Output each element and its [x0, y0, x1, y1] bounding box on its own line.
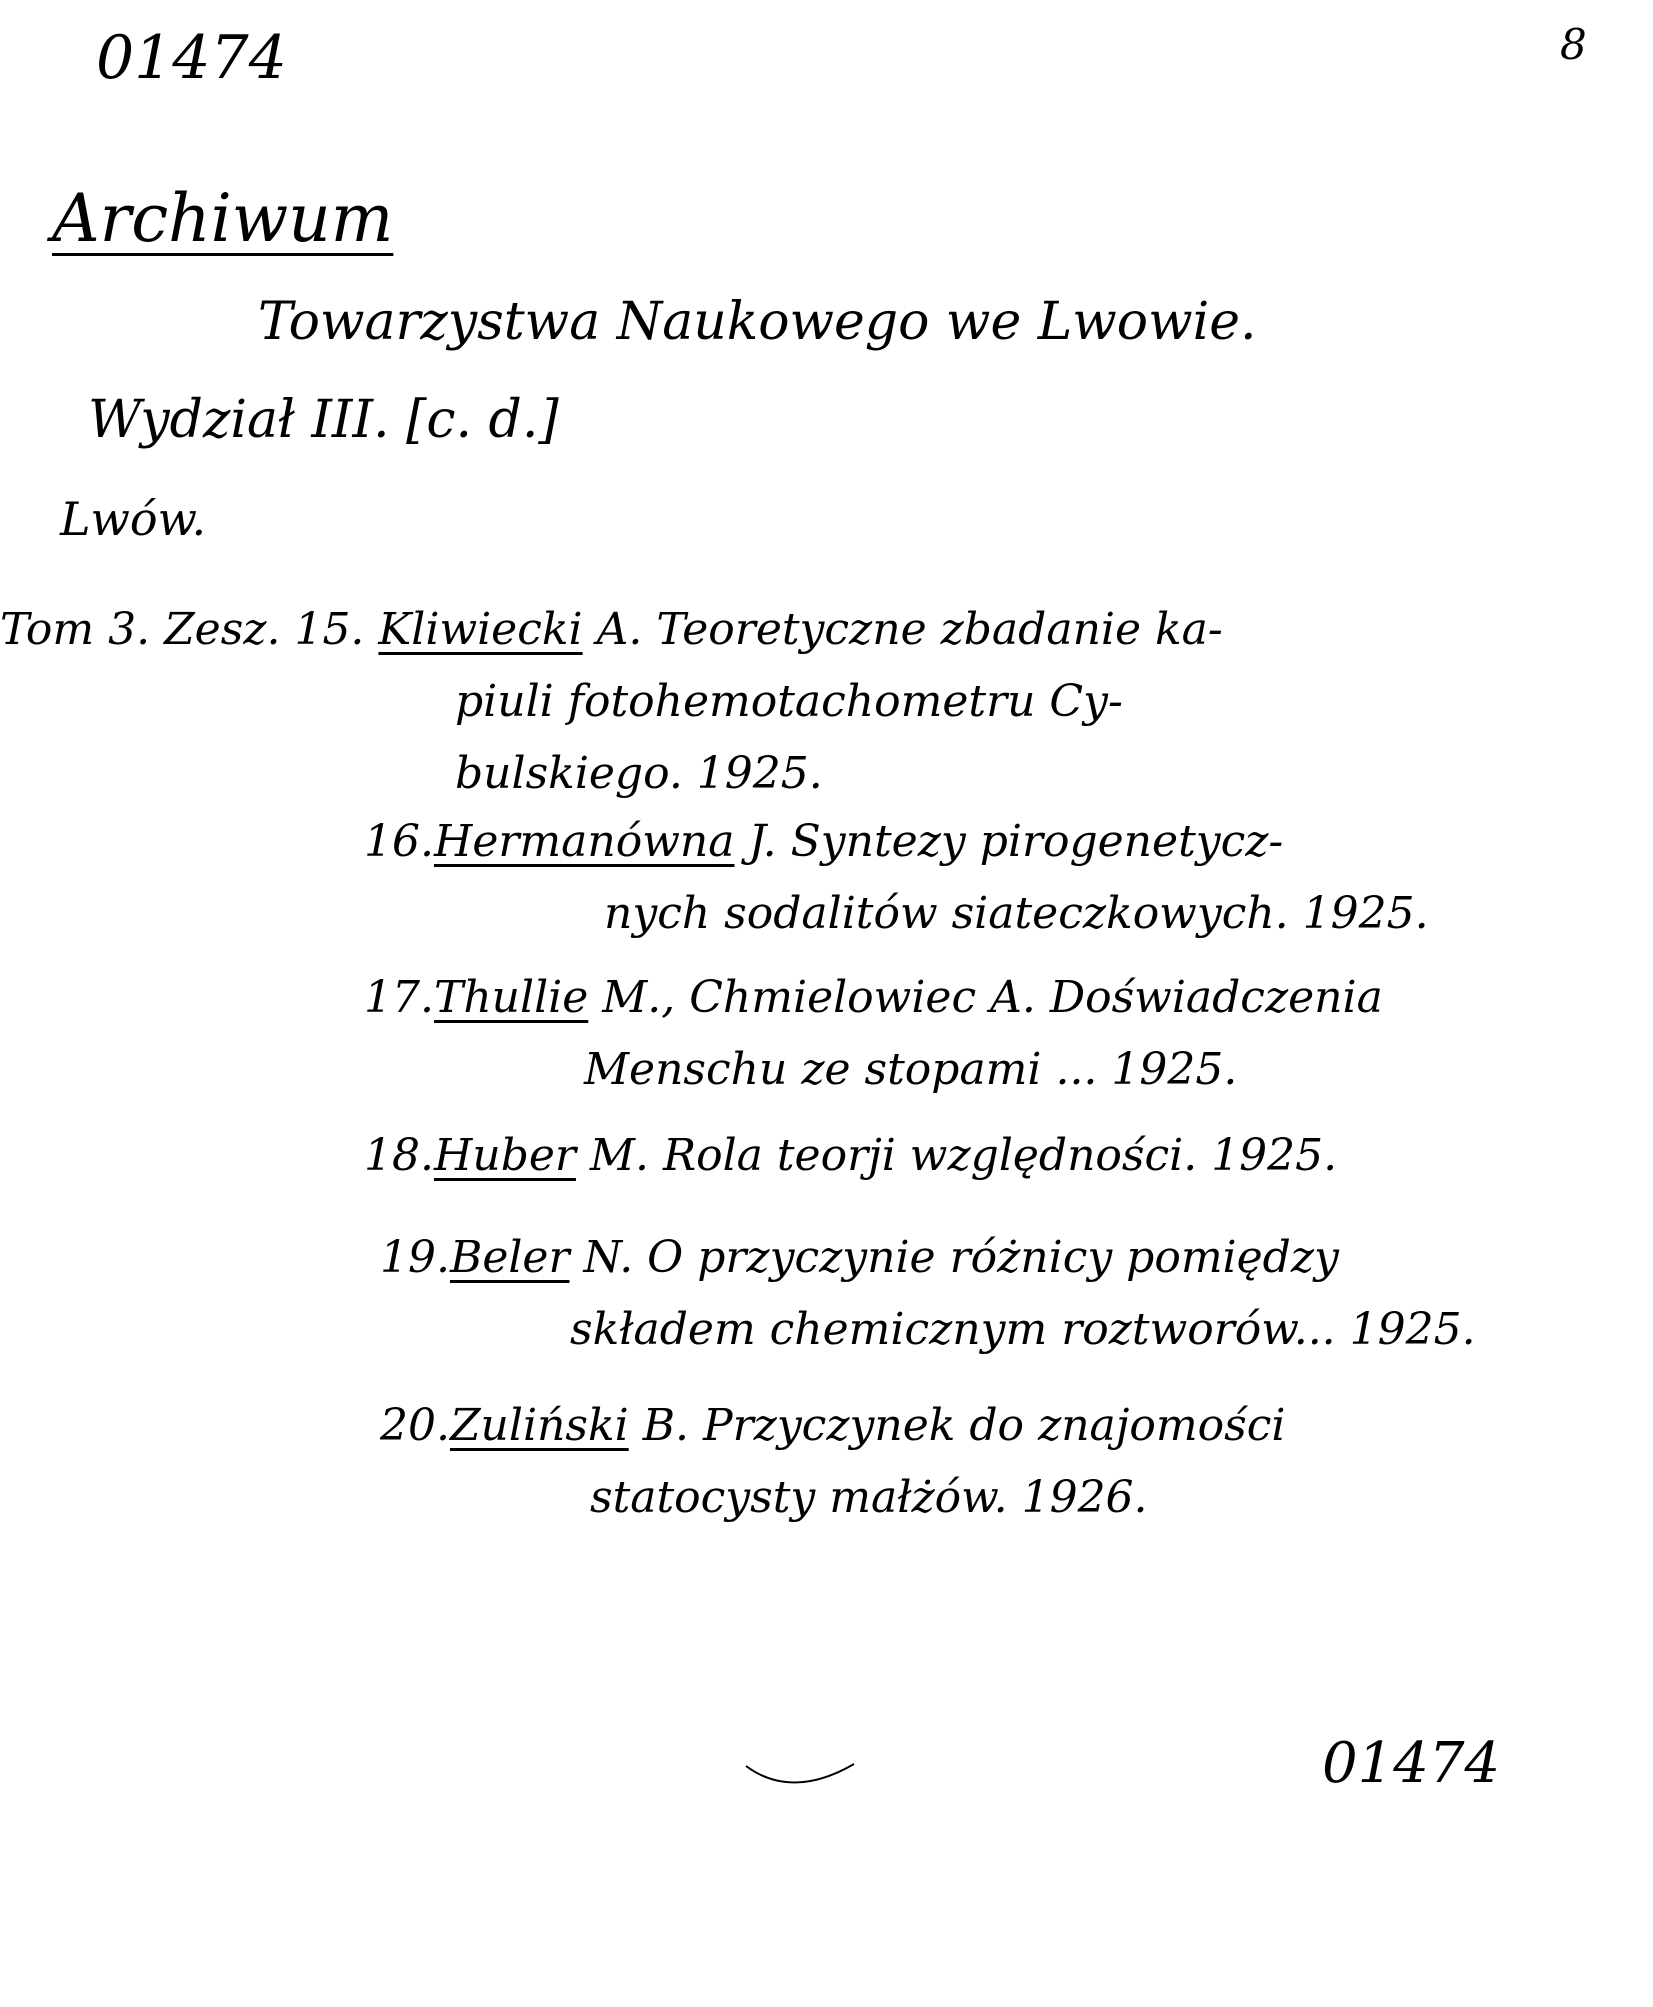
city-heading: Lwów.	[60, 492, 207, 546]
department-heading: Wydział III. [c. d.]	[88, 390, 559, 450]
entry-author: Thullie	[433, 972, 589, 1023]
entry-prefix: 19.	[380, 1232, 450, 1283]
entry-continuation: bulskiego. 1925.	[455, 748, 823, 799]
catalog-entry	[364, 806, 1429, 950]
entry-continuation: nych sodalitów siateczkowych. 1925.	[604, 888, 1429, 939]
catalog-number-bottom: 01474	[1322, 1731, 1501, 1796]
entry-text: B. Przyczynek do znajomości	[628, 1400, 1286, 1451]
entry-author: Hermanówna	[433, 816, 735, 867]
document-title	[52, 180, 394, 257]
catalog-entry	[380, 1222, 1476, 1366]
entry-prefix: 17.	[364, 972, 434, 1023]
entry-author: Zuliński	[449, 1400, 629, 1451]
entry-prefix: 18.	[364, 1130, 434, 1181]
catalog-number-top: 01474	[96, 23, 287, 93]
entry-continuation: składem chemicznym roztworów... 1925.	[570, 1304, 1476, 1355]
entry-text: A. Teoretyczne zbadanie ka-	[582, 604, 1223, 655]
entry-author: Kliwiecki	[378, 604, 583, 655]
entry-prefix: Tom 3. Zesz. 15.	[0, 604, 365, 655]
page-number: 8	[1560, 20, 1587, 69]
title-text: Archiwum	[52, 180, 394, 257]
entry-continuation: statocysty małżów. 1926.	[590, 1472, 1148, 1523]
pencil-mark	[742, 1760, 862, 1800]
catalog-entry	[380, 1390, 1285, 1534]
entry-author: Beler	[449, 1232, 570, 1283]
entry-continuation: Menschu ze stopami ... 1925.	[584, 1044, 1238, 1095]
entry-author: Huber	[433, 1130, 576, 1181]
entry-continuation: piuli fotohemotachometru Cy-	[455, 676, 1123, 727]
catalog-entry	[0, 594, 1223, 810]
entry-text: N. O przyczynie różnicy pomiędzy	[569, 1232, 1339, 1283]
entry-text: M., Chmielowiec A. Doświadczenia	[588, 972, 1383, 1023]
entry-text: J. Syntezy pirogenetycz-	[734, 816, 1284, 867]
document-subtitle: Towarzystwa Naukowego we Lwowie.	[258, 292, 1257, 352]
entry-text: M. Rola teorji względności. 1925.	[575, 1130, 1338, 1181]
catalog-entry	[364, 1120, 1337, 1192]
entry-prefix: 20.	[380, 1400, 450, 1451]
entry-prefix: 16.	[364, 816, 434, 867]
catalog-entry	[364, 962, 1383, 1106]
